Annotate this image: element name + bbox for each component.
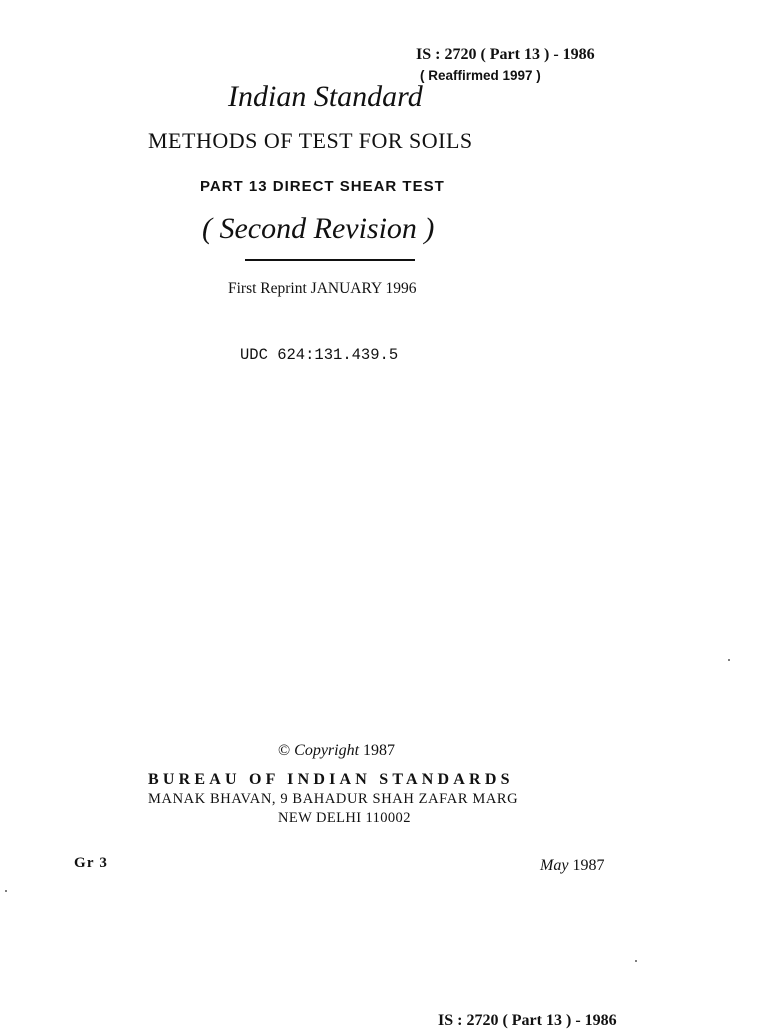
publisher-address-line2: NEW DELHI 110002 bbox=[278, 810, 411, 826]
publication-year: 1987 bbox=[572, 857, 605, 874]
copyright-year: 1987 bbox=[363, 742, 396, 759]
reprint-note: First Reprint JANUARY 1996 bbox=[228, 280, 417, 297]
standard-number: IS : 2720 ( Part 13 ) - 1986 bbox=[416, 46, 595, 63]
copyright-label: Copyright bbox=[294, 742, 360, 759]
part-title: PART 13 DIRECT SHEAR TEST bbox=[200, 178, 445, 195]
document-title: METHODS OF TEST FOR SOILS bbox=[148, 128, 473, 153]
publisher-name: BUREAU OF INDIAN STANDARDS bbox=[148, 771, 514, 788]
reaffirmed-note: ( Reaffirmed 1997 ) bbox=[420, 68, 541, 83]
publication-month: May bbox=[540, 857, 569, 874]
scan-speck bbox=[5, 890, 7, 892]
next-page-standard-number: IS : 2720 ( Part 13 ) - 1986 bbox=[438, 1012, 617, 1029]
document-brand: Indian Standard bbox=[228, 80, 423, 113]
copyright-symbol: © bbox=[278, 742, 291, 759]
copyright-line bbox=[278, 742, 395, 760]
scan-speck bbox=[728, 659, 730, 661]
revision-label: ( Second Revision ) bbox=[202, 212, 435, 245]
scan-speck bbox=[635, 960, 637, 962]
publisher-address-line1: MANAK BHAVAN, 9 BAHADUR SHAH ZAFAR MARG bbox=[148, 791, 519, 807]
publication-date bbox=[540, 857, 604, 875]
udc-code: UDC 624:131.439.5 bbox=[240, 346, 399, 364]
title-divider bbox=[245, 259, 415, 261]
price-grade: Gr 3 bbox=[74, 855, 109, 871]
